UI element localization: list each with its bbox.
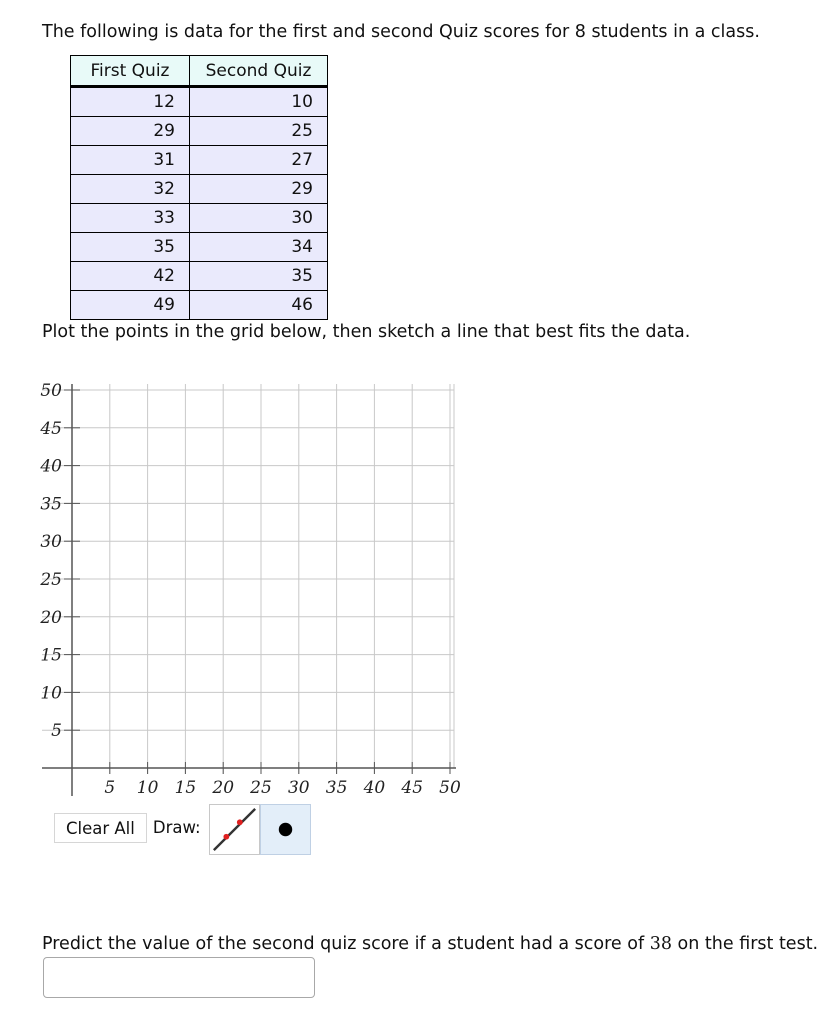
first-quiz-cell: 33 xyxy=(71,204,190,233)
question-text-after: on the first test. xyxy=(671,934,819,954)
intro-text: The following is data for the first and second Quiz scores for 8 students in a class. xyxy=(42,22,760,42)
x-tick-label: 25 xyxy=(250,778,272,798)
first-quiz-cell: 31 xyxy=(71,146,190,175)
drawing-toolbar xyxy=(54,804,311,856)
answer-input[interactable] xyxy=(43,957,315,998)
plot-instructions: Plot the points in the grid below, then sketch a line that best fits the data. xyxy=(42,322,691,342)
point-tool-button[interactable] xyxy=(260,804,311,855)
x-tick-label: 30 xyxy=(287,778,310,798)
draw-label: Draw: xyxy=(152,818,201,837)
axes xyxy=(42,384,456,796)
second-quiz-cell: 25 xyxy=(190,117,328,146)
first-quiz-cell: 29 xyxy=(71,117,190,146)
y-tick-label: 35 xyxy=(40,494,62,515)
point-icon xyxy=(261,804,310,855)
x-tick-label: 45 xyxy=(401,778,424,798)
first-quiz-cell: 42 xyxy=(71,262,190,291)
line-tool-button[interactable] xyxy=(209,804,260,855)
second-quiz-cell: 29 xyxy=(190,175,328,204)
second-quiz-cell: 10 xyxy=(190,87,328,117)
x-tick-label: 50 xyxy=(439,778,461,798)
line-segment-icon xyxy=(210,804,259,855)
second-quiz-cell: 35 xyxy=(190,262,328,291)
first-quiz-cell: 49 xyxy=(71,291,190,320)
y-tick-label: 40 xyxy=(40,456,62,477)
x-tick-label: 15 xyxy=(174,778,197,798)
y-tick-label: 10 xyxy=(40,683,62,704)
second-quiz-cell: 30 xyxy=(190,204,328,233)
table-row xyxy=(71,204,328,233)
header-second-quiz: Second Quiz xyxy=(190,56,328,87)
clear-all-button[interactable]: Clear All xyxy=(54,813,147,843)
prediction-question xyxy=(42,932,818,956)
y-tick-label: 45 xyxy=(40,418,62,439)
y-tick-label: 25 xyxy=(40,570,62,590)
table-row xyxy=(71,291,328,320)
header-first-quiz: First Quiz xyxy=(71,56,190,87)
table-header-row xyxy=(71,56,328,87)
y-tick-label: 5 xyxy=(51,721,62,742)
quiz-scores-table xyxy=(70,55,328,320)
x-tick-label: 35 xyxy=(325,778,348,798)
second-quiz-cell: 27 xyxy=(190,146,328,175)
y-tick-label: 50 xyxy=(40,381,62,401)
plot-grid[interactable] xyxy=(0,370,480,810)
x-tick-label: 40 xyxy=(363,778,386,798)
first-quiz-cell: 32 xyxy=(71,175,190,204)
x-tick-label: 5 xyxy=(104,778,116,798)
x-tick-label: 10 xyxy=(136,778,159,798)
question-text-before: Predict the value of the second quiz score if a student had a score of xyxy=(42,934,650,954)
question-value: 38 xyxy=(649,934,672,954)
table-row xyxy=(71,262,328,291)
y-tick-label: 15 xyxy=(40,645,62,666)
first-quiz-cell: 35 xyxy=(71,233,190,262)
table-row xyxy=(71,117,328,146)
x-tick-label: 20 xyxy=(212,778,235,798)
first-quiz-cell: 12 xyxy=(71,87,190,117)
second-quiz-cell: 34 xyxy=(190,233,328,262)
second-quiz-cell: 46 xyxy=(190,291,328,320)
table-row xyxy=(71,146,328,175)
tick-labels xyxy=(39,381,461,798)
grid-lines xyxy=(42,384,454,774)
y-tick-label: 30 xyxy=(40,532,62,553)
y-tick-label: 20 xyxy=(40,607,62,628)
table-row xyxy=(71,175,328,204)
table-row xyxy=(71,233,328,262)
table-row xyxy=(71,87,328,117)
